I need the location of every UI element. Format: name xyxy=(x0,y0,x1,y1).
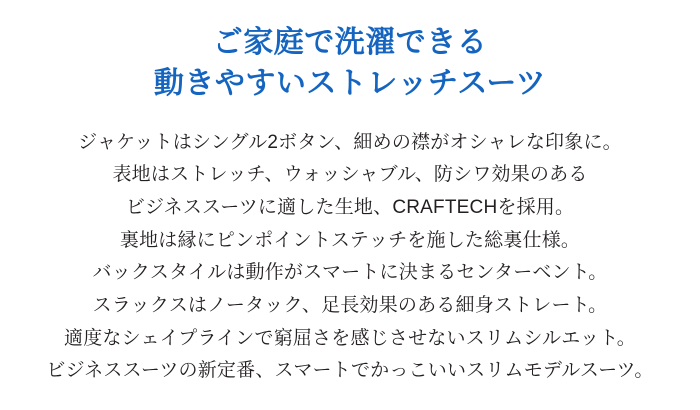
product-description xyxy=(46,127,653,388)
description-line-1: ジャケットはシングル2ボタン、細めの襟がオシャレな印象に。 xyxy=(78,131,622,153)
description-line-2: 表地はストレッチ、ウォッシャブル、防シワ効果のある xyxy=(112,164,588,186)
headline-line-2: 動きやすいストレッチスーツ xyxy=(153,67,547,101)
headline-line-1: ご家庭で洗濯できる xyxy=(212,26,488,59)
description-line-8: ビジネススーツの新定番、スマートでかっこいいスリムモデルスーツ。 xyxy=(46,360,654,382)
description-line-6: スラックスはノータック、足長効果のある細身ストレート。 xyxy=(92,295,608,317)
page-title xyxy=(154,22,546,105)
description-line-5: バックスタイルは動作がスマートに決まるセンターベント。 xyxy=(92,262,608,284)
description-line-7: 適度なシェイプラインで窮屈さを感じさせないスリムシルエット。 xyxy=(64,327,636,349)
description-line-3: ビジネススーツに適した生地、CRAFTECHを採用。 xyxy=(125,197,575,219)
description-line-4: 裏地は縁にピンポイントステッチを施した総裏仕様。 xyxy=(119,229,581,251)
